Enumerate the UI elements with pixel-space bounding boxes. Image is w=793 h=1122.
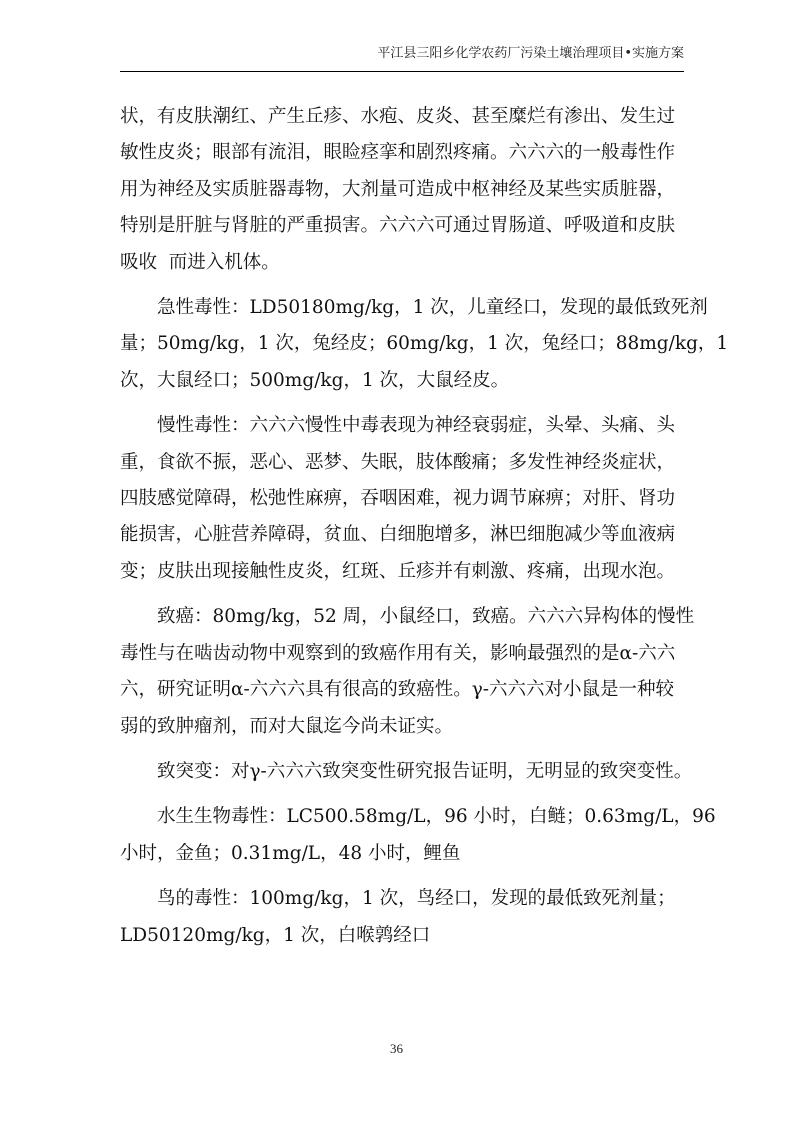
- text-line: 重，食欲不振，恶心、恶梦、失眠，肢体酸痛；多发性神经炎症状，: [120, 451, 676, 473]
- header-divider: [120, 71, 684, 72]
- text-line: 弱的致肿瘤剂，而对大鼠迄今尚未证实。: [120, 715, 454, 737]
- text-line: 小时，金鱼；0.31mg/L，48 小时，鲤鱼: [120, 842, 461, 864]
- text-line: 毒性与在啮齿动物中观察到的致癌作用有关，影响最强烈的是α-六六: [120, 642, 676, 664]
- paragraph-aquatic-toxicity: [120, 799, 716, 872]
- text-line: 敏性皮炎；眼部有流泪，眼睑痉挛和剧烈疼痛。六六六的一般毒性作: [120, 142, 676, 164]
- text-line: 变；皮肤出现接触性皮炎，红斑、丘疹并有刺激、疼痛，出现水泡。: [120, 560, 676, 582]
- text-line: 致癌：80mg/kg，52 周，小鼠经口，致癌。六六六异构体的慢性: [157, 606, 695, 628]
- text-line: LD50120mg/kg，1 次，白喉鹑经口: [120, 924, 431, 946]
- paragraph-carcinogenicity: [120, 599, 695, 745]
- text-line: 次，大鼠经口；500mg/kg，1 次，大鼠经皮。: [120, 369, 510, 391]
- document-body: [120, 99, 729, 954]
- paragraph-mutagenicity: [120, 754, 693, 790]
- paragraph-chronic-toxicity: [120, 408, 676, 590]
- page-number: 36: [390, 1041, 403, 1056]
- text-line: 四肢感觉障碍，松弛性麻痹，吞咽困难，视力调节麻痹；对肝、肾功: [120, 488, 676, 510]
- page-header-title: 平江县三阳乡化学农药厂污染土壤治理项目•实施方案: [377, 46, 684, 61]
- text-line: 水生生物毒性：LC500.58mg/L，96 小时，白鲢；0.63mg/L，96: [157, 806, 716, 828]
- text-line: 鸟的毒性：100mg/kg，1 次，鸟经口，发现的最低致死剂量；: [157, 888, 676, 910]
- paragraph-acute-toxicity: [120, 290, 729, 399]
- text-line: 能损害，心脏营养障碍，贫血、白细胞增多，淋巴细胞减少等血液病: [120, 524, 676, 546]
- text-line: 特别是肝脏与肾脏的严重损害。六六六可通过胃肠道、呼吸道和皮肤: [120, 215, 676, 237]
- text-line: 急性毒性：LD50180mg/kg，1 次，儿童经口，发现的最低致死剂: [157, 297, 708, 319]
- paragraph-symptoms: [120, 99, 676, 281]
- text-line: 用为神经及实质脏器毒物，大剂量可造成中枢神经及某些实质脏器，: [120, 178, 676, 200]
- text-line: 六，研究证明α-六六六具有很高的致癌性。γ-六六六对小鼠是一种较: [120, 679, 675, 701]
- text-line: 吸收 而进入机体。: [120, 251, 280, 273]
- text-line: 状，有皮肤潮红、产生丘疹、水疱、皮炎、甚至糜烂有渗出、发生过: [120, 106, 676, 127]
- text-line: 量；50mg/kg，1 次，兔经皮；60mg/kg，1 次，兔经口；88mg/kg，1: [120, 333, 729, 355]
- text-line: 致突变：对γ-六六六致突变性研究报告证明，无明显的致突变性。: [157, 760, 693, 782]
- text-line: 慢性毒性：六六六慢性中毒表现为神经衰弱症，头晕、头痛、头: [157, 415, 676, 437]
- paragraph-avian-toxicity: [120, 881, 676, 954]
